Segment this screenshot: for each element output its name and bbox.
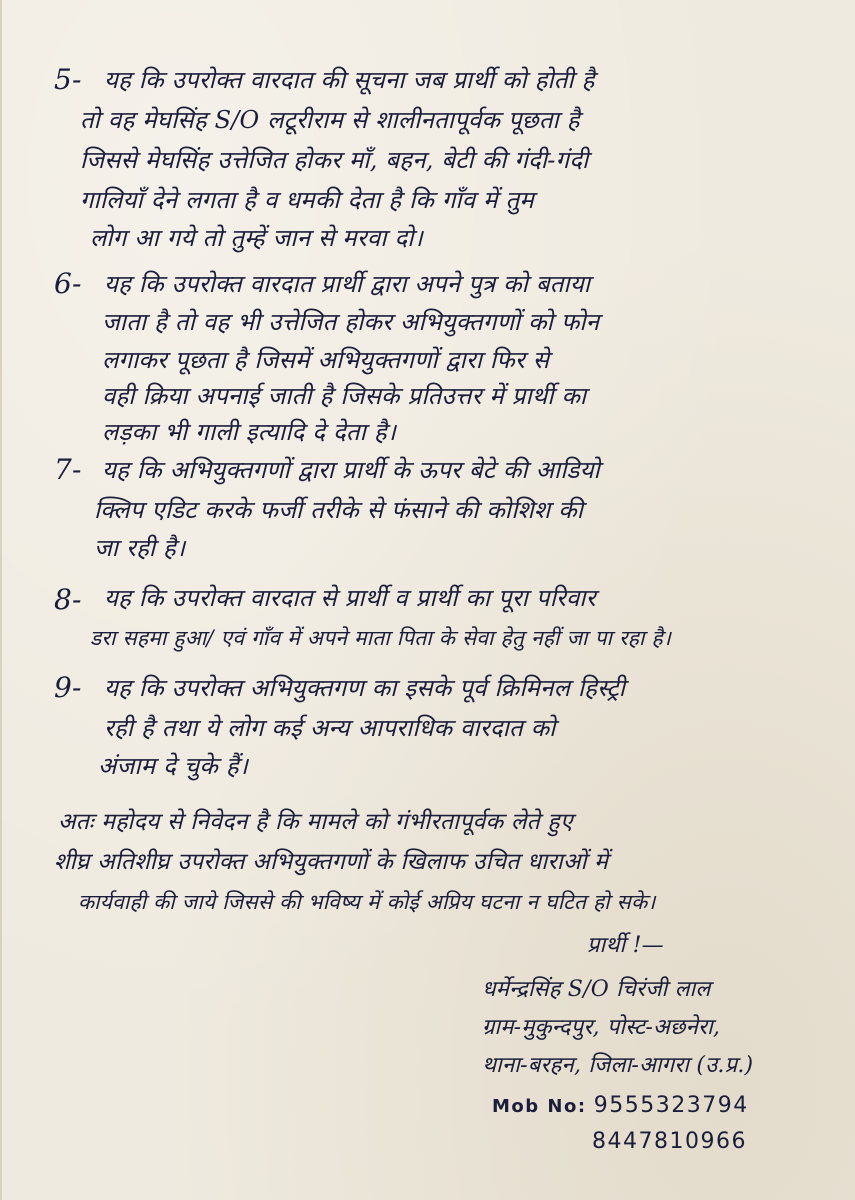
paragraph-line: यह कि उपरोक्त अभियुक्तगण का इसके पूर्व क्रिमिनल हिस्ट्री <box>104 674 626 702</box>
paragraph-line: गालियाँ देने लगता है व धमकी देता है कि गाँव में तुम <box>80 186 534 214</box>
paragraph-line: लड़का भी गाली इत्यादि दे देता है। <box>102 418 397 446</box>
mobile-label: Mob No: <box>492 1096 587 1117</box>
paragraph-line: यह कि उपरोक्त वारदात की सूचना जब प्रार्थी को होती है <box>104 66 595 94</box>
sender-name: धर्मेन्द्रसिंह S/O चिरंजी लाल <box>482 977 711 1002</box>
paragraph-number: 9- <box>54 671 82 704</box>
paragraph-line: यह कि अभियुक्तगणों द्वारा प्रार्थी के ऊपर बेटे की आडियो <box>102 456 600 484</box>
signature-label: प्रार्थी !— <box>587 933 664 958</box>
closing-line: कार्यवाही की जाये जिससे की भविष्य में कोई अप्रिय घटना न घटित हो सके। <box>78 890 656 914</box>
paragraph-line: यह कि उपरोक्त वारदात से प्रार्थी व प्रार्थी का पूरा परिवार <box>104 584 596 612</box>
paragraph-line: वही क्रिया अपनाई जाती है जिसके प्रतिउत्तर में प्रार्थी का <box>102 382 587 410</box>
paragraph-line: लगाकर पूछता है जिसमें अभियुक्तगणों द्वारा फिर से <box>102 346 550 374</box>
paragraph-line: लोग आ गये तो तुम्हें जान से मरवा दो। <box>90 224 423 252</box>
sender-district: थाना-बरहन, जिला-आगरा (उ.प्र.) <box>482 1053 754 1078</box>
paragraph-line: अंजाम दे चुके हैं। <box>98 752 249 780</box>
paragraph-line: जा रही है। <box>94 534 186 562</box>
paragraph-line: तो वह मेघसिंह S/O लटूरीराम से शालीनतापूर्वक पूछता है <box>80 106 580 134</box>
paragraph-line: रही है तथा ये लोग कई अन्य आपराधिक वारदात को <box>104 714 556 742</box>
paragraph-line: डरा सहमा हुआ/ एवं गाँव में अपने माता पिता के सेवा हेतु नहीं जा पा रहा है। <box>90 626 671 650</box>
mobile-number-2: 8447810966 <box>592 1129 747 1154</box>
paragraph-number: 7- <box>54 453 82 486</box>
closing-line: शीघ्र अतिशीघ्र उपरोक्त अभियुक्तगणों के खिलाफ उचित धाराओं में <box>54 849 609 875</box>
paragraph-number: 6- <box>54 267 82 300</box>
sender-village: ग्राम-मुकुन्दपुर, पोस्ट-अछनेरा, <box>482 1015 721 1040</box>
mobile-number-1: 9555323794 <box>593 1093 749 1118</box>
paragraph-number: 8- <box>54 583 82 616</box>
paragraph-line: जिससे मेघसिंह उत्तेजित होकर माँ, बहन, बेटी की गंदी-गंदी <box>80 146 589 174</box>
paragraph-number: 5- <box>54 63 82 96</box>
closing-line: अतः महोदय से निवेदन है कि मामले को गंभीरतापूर्वक लेते हुए <box>58 809 573 835</box>
paragraph-line: क्लिप एडिट करके फर्जी तरीके से फंसाने की कोशिश की <box>94 496 584 524</box>
paragraph-line: जाता है तो वह भी उत्तेजित होकर अभियुक्तगणों को फोन <box>102 308 600 336</box>
paragraph-line: यह कि उपरोक्त वारदात प्रार्थी द्वारा अपने पुत्र को बताया <box>104 270 591 298</box>
mobile-row <box>492 1088 749 1125</box>
